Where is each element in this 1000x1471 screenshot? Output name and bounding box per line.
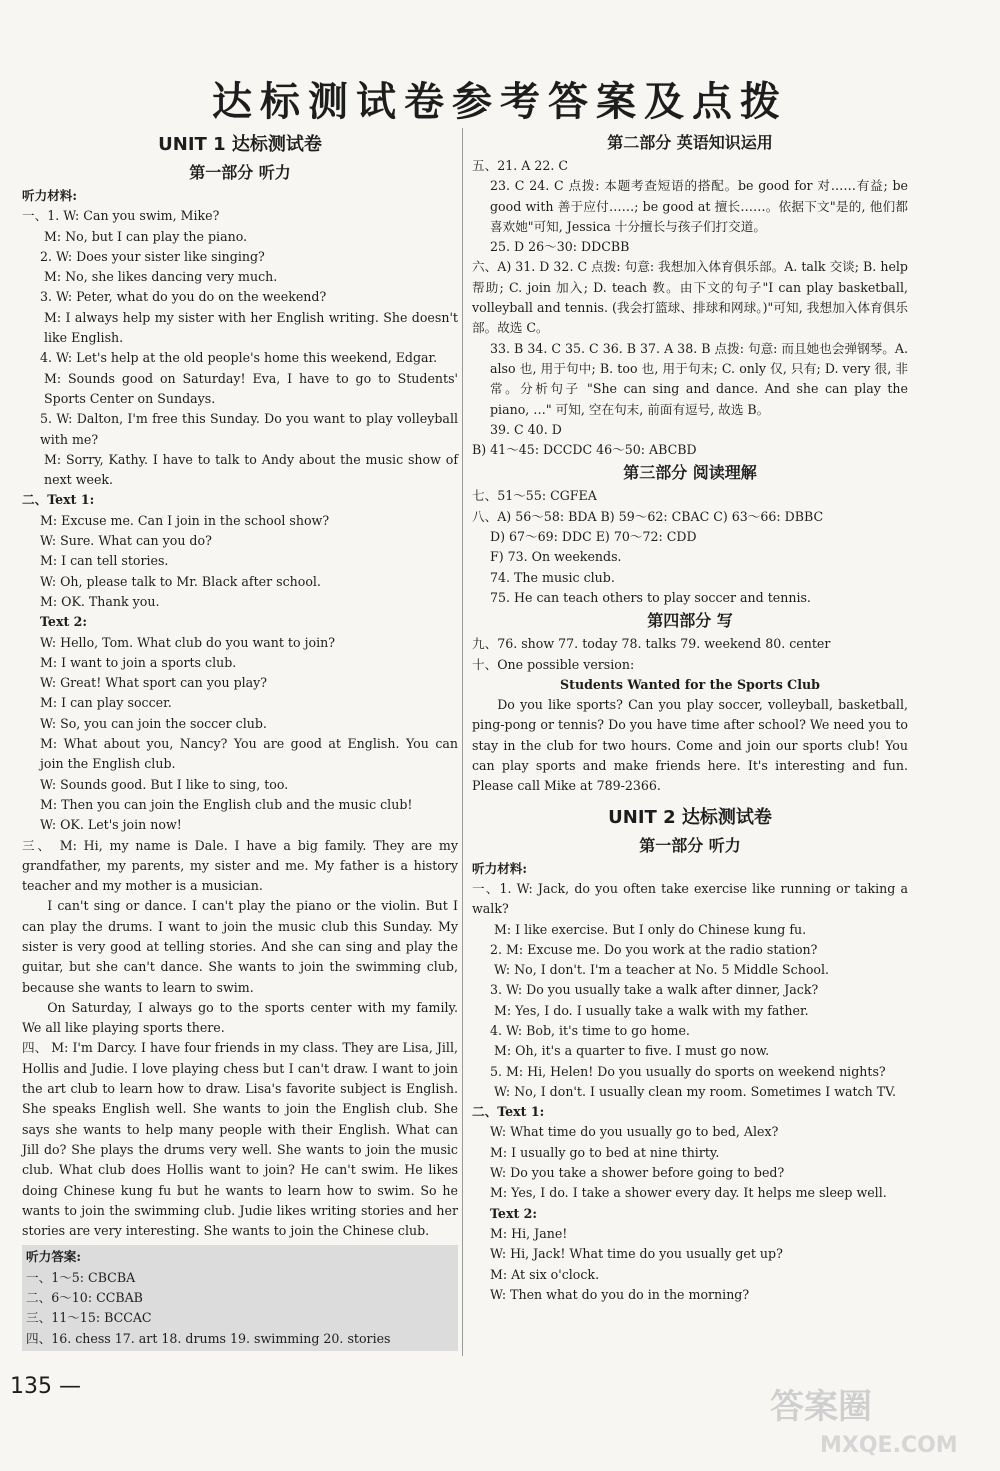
dialogue-line: M: No, she likes dancing very much.	[44, 269, 278, 285]
dialogue-line: M: I always help my sister with her English writing. She doesn't like English.	[44, 309, 458, 346]
dialogue-line: W: What time do you usually go to bed, Alex?	[490, 1124, 779, 1140]
section-label: 二、Text 1:	[22, 492, 95, 508]
answer-line: 九、76. show 77. today 78. talks 79. weekend 80. center	[472, 636, 831, 652]
dialogue-line: 5. M: Hi, Helen! Do you usually do sports on weekend nights?	[490, 1063, 886, 1079]
dialogue-line: M: I usually go to bed at nine thirty.	[490, 1144, 720, 1160]
monologue-paragraph: 三、 M: Hi, my name is Dale. I have a big family. They are my grandfather, my parents, my sister and me. My father is a history teacher and my mother is a musician.	[22, 837, 458, 894]
dialogue-line: 4. W: Bob, it's time to go home.	[490, 1022, 690, 1038]
dialogue-line: M: Yes, I do. I usually take a walk with my father.	[494, 1002, 809, 1018]
dialogue-line: M: At six o'clock.	[490, 1266, 600, 1282]
page-number: 135 —	[10, 1374, 81, 1399]
answer-line: B) 41～45: DCCDC 46～50: ABCBD	[472, 442, 697, 458]
unit2-part1-title: 第一部分 听力	[639, 835, 741, 855]
watermark-logo-text: 答案圈	[770, 1387, 872, 1427]
dialogue-line: 3. W: Do you usually take a walk after dinner, Jack?	[490, 982, 819, 998]
essay-body: Do you like sports? Can you play soccer, volleyball, basketball, ping-pong or tennis? Do you have time after school? We need you to stay in the club for two hours. Come and join our sports club! You can play sports and make friends here. It's interesting and fun. Please call Mike at 789-2366.	[472, 697, 908, 794]
dialogue-line: 2. W: Does your sister like singing?	[40, 248, 265, 264]
dialogue-line: W: No, I don't. I'm a teacher at No. 5 Middle School.	[494, 962, 830, 978]
answer-line: 八、A) 56～58: BDA B) 59～62: CBAC C) 63～66: DBBC	[472, 508, 824, 524]
dialogue-line: W: Do you take a shower before going to bed?	[490, 1165, 785, 1181]
dialogue-line: W: Then what do you do in the morning?	[490, 1286, 750, 1302]
answers-heading: 听力答案:	[26, 1249, 82, 1265]
dialogue-line: M: OK. Thank you.	[40, 593, 160, 609]
dialogue-line: M: Hi, Jane!	[490, 1225, 568, 1241]
dialogue-line: 3. W: Peter, what do you do on the weekend?	[40, 289, 327, 305]
dialogue-line: M: Then you can join the English club and the music club!	[40, 796, 413, 812]
answer-explanation: 33. B 34. C 35. C 36. B 37. A 38. B 点拨: 句意: 而且她也会弹钢琴。A. also 也, 用于句中; B. too 也, 用于句末; C. only 仅, 只有; D. very 很, 非常。分析句子 "She can sing and dance. And she can play the piano, …" 可知, 空在句末, 前面有逗号, 故选 B。	[490, 340, 908, 417]
answer-line: 75. He can teach others to play soccer and tennis.	[490, 589, 811, 605]
section-label: Text 2:	[490, 1205, 538, 1221]
dialogue-line: W: No, I don't. I usually clean my room. Sometimes I watch TV.	[494, 1083, 897, 1099]
dialogue-line: M: I want to join a sports club.	[40, 654, 237, 670]
answer-line: 四、16. chess 17. art 18. drums 19. swimming 20. stories	[26, 1330, 391, 1346]
dialogue-line: M: No, but I can play the piano.	[44, 228, 248, 244]
answer-line: 三、11～15: BCCAC	[26, 1310, 152, 1326]
dialogue-line: M: I like exercise. But I only do Chinese kung fu.	[494, 921, 807, 937]
answer-line: 74. The music club.	[490, 569, 615, 585]
dialogue-line: M: Oh, it's a quarter to five. I must go now.	[494, 1043, 770, 1059]
dialogue-line: M: I can tell stories.	[40, 553, 169, 569]
part1-title: 第一部分 听力	[189, 163, 291, 182]
answer-line: 25. D 26～30: DDCBB	[490, 239, 630, 255]
dialogue-line: 5. W: Dalton, I'm free this Sunday. Do you want to play volleyball with me?	[40, 411, 458, 447]
dialogue-line: M: Sorry, Kathy. I have to talk to Andy about the music show of next week.	[44, 451, 458, 488]
dialogue-line: W: Oh, please talk to Mr. Black after school.	[40, 573, 321, 589]
unit2-title: UNIT 2 达标测试卷	[608, 806, 772, 828]
left-column	[22, 130, 458, 1351]
dialogue-line: W: Great! What sport can you play?	[40, 675, 268, 691]
dialogue-line: M: I can play soccer.	[40, 695, 172, 711]
section-label: 二、Text 1:	[472, 1104, 545, 1120]
monologue-paragraph: 四、 M: I'm Darcy. I have four friends in my class. They are Lisa, Jill, Hollis and Judie. I love playing chess but I can't draw. I want to join the art club to learn how to draw. Lisa's favorite subject is English. She speaks English well. She wants to join the English club. She says she wants to help many people with their English. What can Jill do? She plays the drums very well. She wants to join the music club. What club does Hollis want to join? He can't swim. He likes doing Chinese kung fu but he wants to learn how to swim. So he wants to join the swimming club. Judie likes writing stories and her stories are very interesting. She wants to join the Chinese club.	[22, 1040, 458, 1239]
answer-line: D) 67～69: DDC E) 70～72: CDD	[490, 529, 697, 545]
answer-line: F) 73. On weekends.	[490, 549, 622, 565]
dialogue-line: W: Hello, Tom. What club do you want to join?	[40, 634, 335, 650]
watermark-url: MXQE.COM	[820, 1433, 958, 1458]
right-column	[472, 130, 908, 1305]
writing-intro: 十、One possible version:	[472, 656, 635, 672]
answer-explanation: 23. C 24. C 点拨: 本题考查短语的搭配。be good for 对……有益; be good with 善于应付……; be good at 擅长……。依据下文"是的, 他们都喜欢她"可知, Jessica 十分擅长与孩子们打交道。	[490, 178, 908, 234]
dialogue-line: 4. W: Let's help at the old people's home this weekend, Edgar.	[40, 350, 438, 366]
dialogue-line: W: Hi, Jack! What time do you usually get up?	[490, 1246, 783, 1262]
page-title: 达标测试卷参考答案及点拨	[212, 79, 788, 125]
dialogue-line: M: Excuse me. Can I join in the school show?	[40, 512, 330, 528]
answer-line: 一、1～5: CBCBA	[26, 1269, 136, 1285]
answer-line: 五、21. A 22. C	[472, 158, 568, 173]
answer-explanation: 六、A) 31. D 32. C 点拨: 句意: 我想加入体育俱乐部。A. talk 交谈; B. help 帮助; C. join 加入; D. teach 教。由下文的句子"I can play basketball, volleyball and tennis. (我会打篮球、排球和网球。)"可知, 我想加入体育俱乐部。故选 C。	[472, 259, 908, 336]
answer-line: 七、51～55: CGFEA	[472, 488, 597, 504]
listening-heading: 听力材料:	[472, 860, 528, 876]
dialogue-line: M: Yes, I do. I take a shower every day. It helps me sleep well.	[490, 1185, 887, 1201]
dialogue-line: W: Sounds good. But I like to sing, too.	[40, 776, 289, 792]
dialogue-line: W: OK. Let's join now!	[40, 817, 182, 833]
dialogue-line: W: So, you can join the soccer club.	[40, 715, 267, 731]
column-divider	[462, 128, 463, 1356]
answer-line: 二、6～10: CCBAB	[26, 1290, 143, 1306]
monologue-paragraph: I can't sing or dance. I can't play the piano or the violin. But I can play the drums. I want to join the music club this Sunday. My sister is very good at telling stories. And she can sing and play the guitar, but she can't dance. She wants to join the swimming club, because she wants to learn to swim.	[22, 898, 458, 995]
listening-answers-box	[22, 1245, 458, 1350]
dialogue-line: W: Sure. What can you do?	[40, 533, 212, 549]
watermark-logo	[760, 1380, 988, 1460]
answer-line: 39. C 40. D	[490, 421, 562, 437]
dialogue-line: M: Sounds good on Saturday! Eva, I have to go to Students' Sports Center on Sundays.	[44, 370, 458, 406]
listening-heading: 听力材料:	[22, 188, 78, 203]
section-label: Text 2:	[40, 614, 88, 630]
dialogue-line: 一、1. W: Jack, do you often take exercise like running or taking a walk?	[472, 880, 908, 917]
dialogue-line: 一、1. W: Can you swim, Mike?	[22, 208, 220, 224]
monologue-paragraph: On Saturday, I always go to the sports center with my family. We all like playing sports there.	[22, 999, 458, 1036]
dialogue-line: M: What about you, Nancy? You are good at English. You can join the English club.	[40, 736, 458, 772]
dialogue-line: 2. M: Excuse me. Do you work at the radio station?	[490, 941, 818, 957]
part3-title: 第三部分 阅读理解	[623, 463, 757, 483]
part4-title: 第四部分 写	[647, 611, 733, 631]
part2-title: 第二部分 英语知识运用	[607, 133, 773, 152]
essay-title: Students Wanted for the Sports Club	[560, 676, 820, 692]
unit1-title: UNIT 1 达标测试卷	[158, 134, 322, 155]
